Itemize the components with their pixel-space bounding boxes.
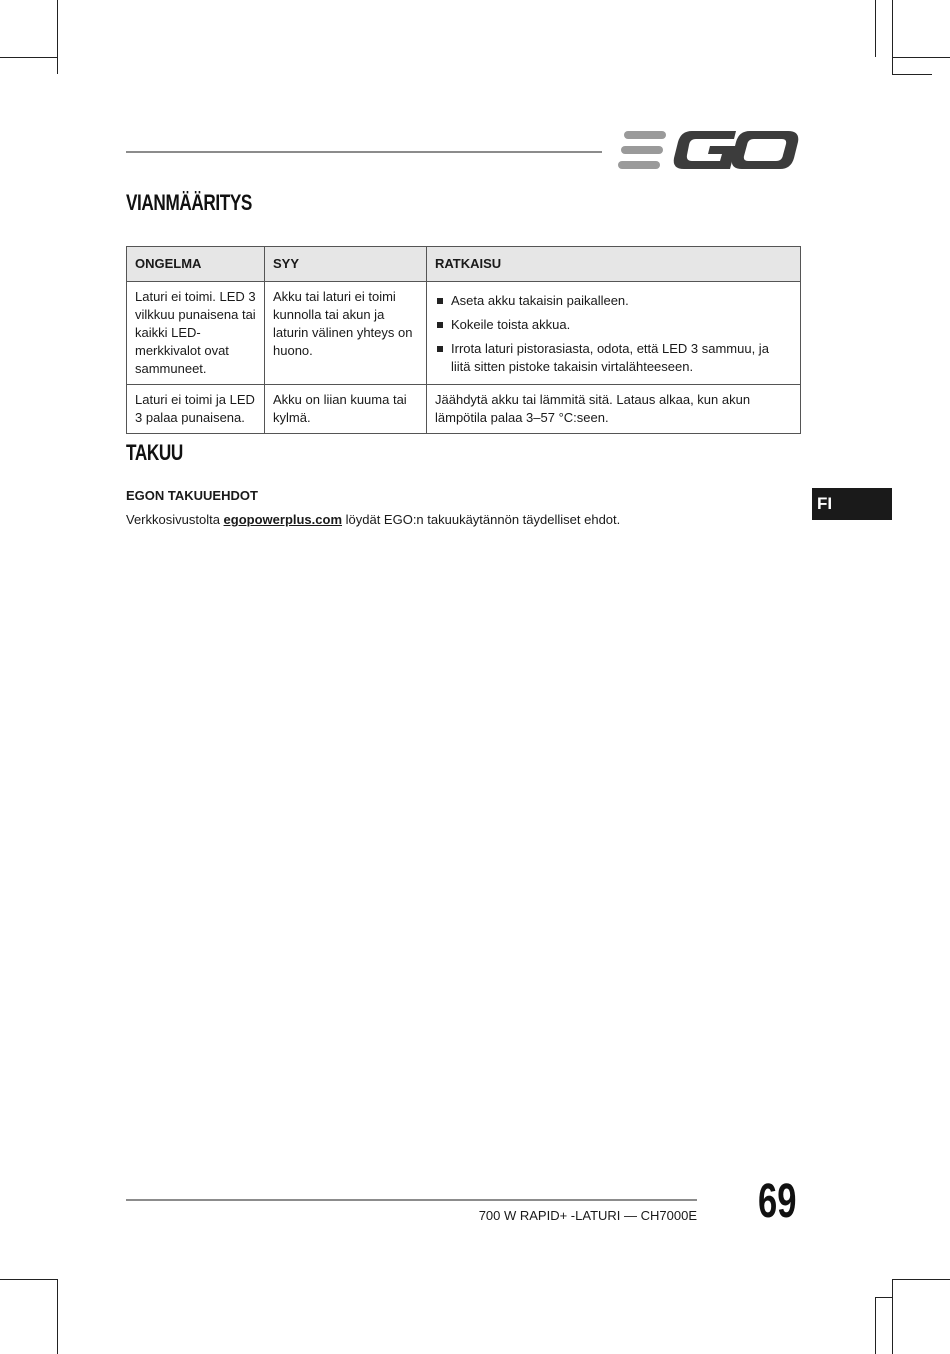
logo-stripe bbox=[621, 146, 663, 154]
cause-cell: Akku on liian kuuma tai kylmä. bbox=[265, 385, 427, 434]
troubleshooting-table bbox=[126, 246, 801, 434]
crop-mark bbox=[875, 1297, 876, 1354]
page-number: 69 bbox=[758, 1175, 797, 1228]
language-tab: FI bbox=[812, 488, 892, 520]
warranty-subtitle: EGON TAKUUEHDOT bbox=[126, 488, 258, 503]
table-row bbox=[127, 385, 801, 434]
crop-mark bbox=[875, 1297, 892, 1298]
crop-mark bbox=[892, 57, 950, 58]
solution-text: Kokeile toista akkua. bbox=[451, 317, 571, 332]
logo-letter-g bbox=[674, 131, 736, 169]
bullet-square-icon bbox=[437, 346, 443, 352]
section-title-warranty: TAKUU bbox=[126, 440, 183, 465]
problem-cell: Laturi ei toimi ja LED 3 palaa punaisena. bbox=[127, 385, 265, 434]
column-header-problem: ONGELMA bbox=[127, 247, 265, 282]
crop-mark bbox=[875, 0, 876, 57]
solution-text: Aseta akku takaisin paikalleen. bbox=[451, 293, 629, 308]
ego-logo bbox=[616, 128, 800, 172]
problem-cell: Laturi ei toimi. LED 3 vilkkuu punaisena tai kaikki LED-merkkivalot ovat sammuneet. bbox=[127, 282, 265, 385]
logo-letter-o bbox=[732, 131, 799, 169]
solution-cell bbox=[427, 282, 801, 385]
section-title-troubleshooting: VIANMÄÄRITYS bbox=[126, 190, 252, 215]
logo-stripe bbox=[618, 161, 660, 169]
crop-mark bbox=[0, 57, 57, 58]
crop-mark bbox=[892, 1279, 950, 1280]
crop-mark bbox=[57, 0, 58, 74]
table-header-row bbox=[127, 247, 801, 282]
solution-text: Irrota laturi pistorasiasta, odota, että LED 3 sammuu, ja liitä sitten pistoke takaisin virtalähteeseen. bbox=[451, 341, 769, 374]
crop-mark bbox=[57, 1279, 58, 1354]
crop-mark bbox=[892, 1279, 893, 1354]
solution-list bbox=[435, 292, 792, 376]
solution-cell: Jäähdytä akku tai lämmitä sitä. Lataus alkaa, kun akun lämpötila palaa 3–57 °C:seen. bbox=[427, 385, 801, 434]
table-row bbox=[127, 282, 801, 385]
crop-mark bbox=[892, 0, 893, 74]
solution-item bbox=[435, 316, 792, 334]
bullet-square-icon bbox=[437, 298, 443, 304]
warranty-website-link[interactable]: egopowerplus.com bbox=[223, 512, 343, 527]
cause-cell: Akku tai laturi ei toimi kunnolla tai akun ja laturin välinen yhteys on huono. bbox=[265, 282, 427, 385]
footer-rule bbox=[126, 1199, 697, 1201]
solution-item bbox=[435, 340, 792, 376]
logo-stripe bbox=[624, 131, 666, 139]
warranty-text-after: löydät EGO:n takuukäytännön täydelliset ehdot. bbox=[342, 512, 621, 527]
solution-item bbox=[435, 292, 792, 310]
crop-mark bbox=[892, 74, 932, 75]
header-rule bbox=[126, 151, 602, 153]
bullet-square-icon bbox=[437, 322, 443, 328]
warranty-text-before: Verkkosivustolta bbox=[126, 512, 224, 527]
warranty-text bbox=[126, 512, 620, 527]
column-header-cause: SYY bbox=[265, 247, 427, 282]
crop-mark bbox=[0, 1279, 57, 1280]
column-header-solution: RATKAISU bbox=[427, 247, 801, 282]
footer-product: 700 W RAPID+ -LATURI — CH7000E bbox=[478, 1208, 697, 1223]
